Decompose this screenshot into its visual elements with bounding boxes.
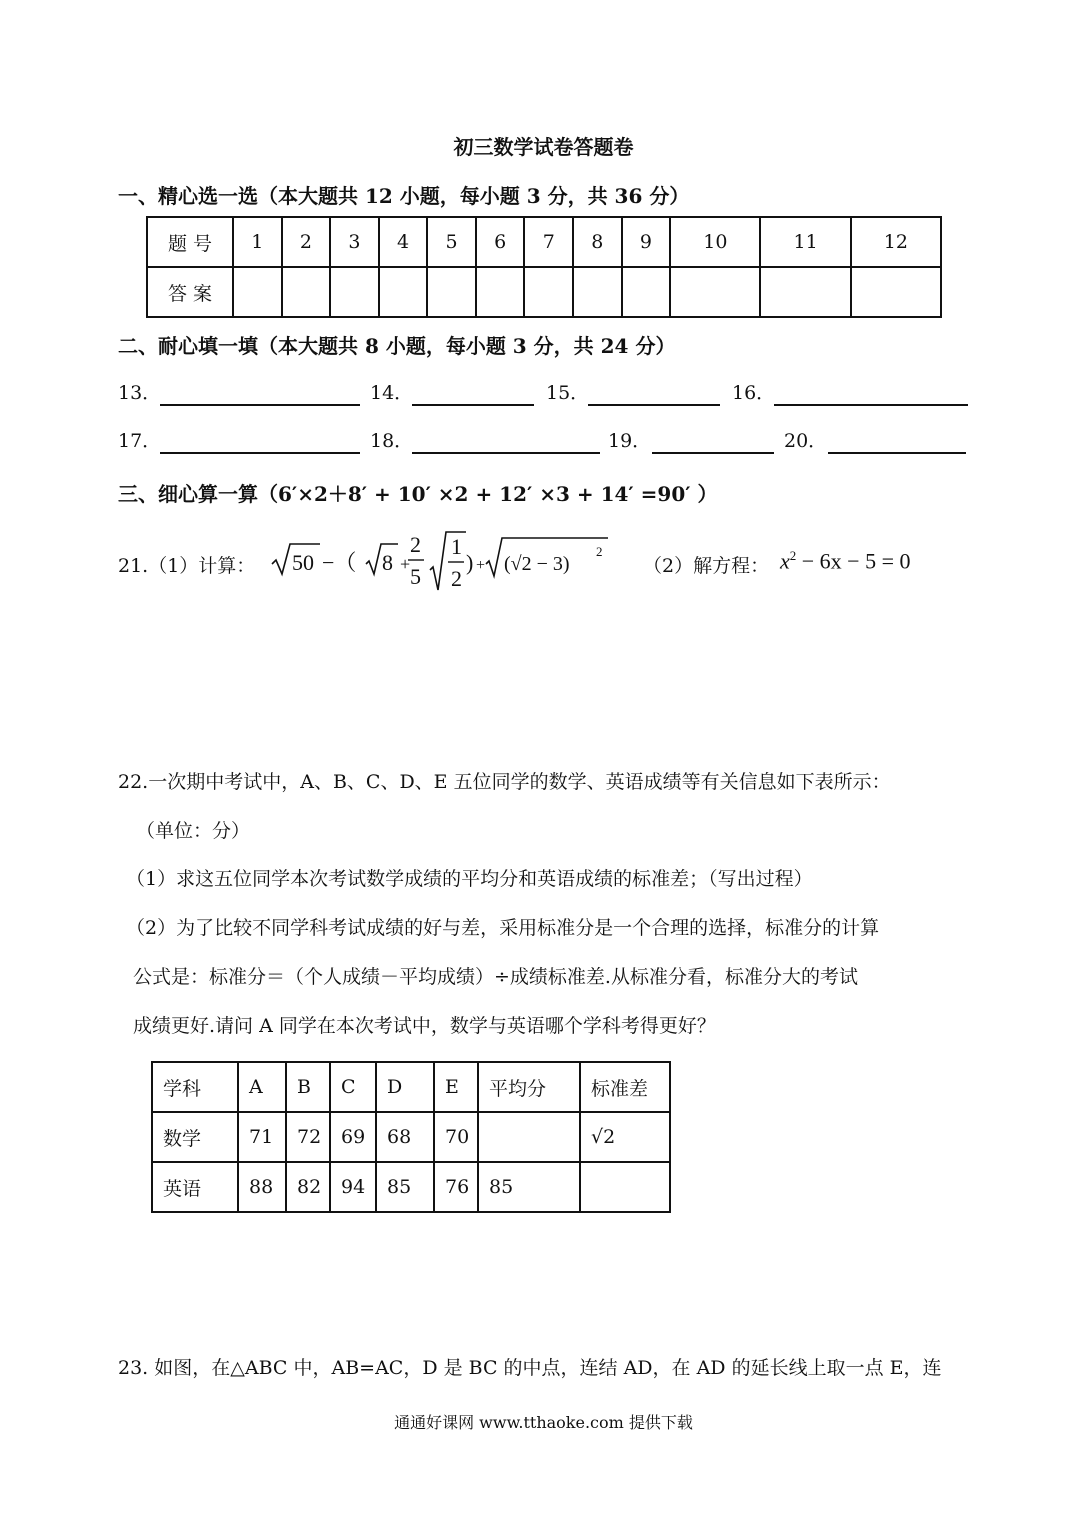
row-label-answer: 答 案: [147, 267, 233, 317]
q23-line-1: 23. 如图，在△ABC 中，AB=AC，D 是 BC 的中点，连结 AD，在 AD 的延长线上取一点 E，连: [118, 1357, 942, 1379]
q22-line-4: （2）为了比较不同学科考试成绩的好与差，采用标准分是一个合理的选择，标准分的计算: [126, 917, 880, 939]
answer-grid: [146, 216, 942, 318]
question-number: 10: [670, 217, 760, 267]
blank-number: 17．: [118, 430, 162, 452]
number-row: [147, 217, 941, 267]
q22-line-5: 公式是：标准分＝（个人成绩－平均成绩）÷成绩标准差.从标准分看，标准分大的考试: [133, 966, 858, 988]
answer-cell[interactable]: [573, 267, 622, 317]
cell: 英语: [152, 1162, 238, 1212]
cell: 70: [434, 1112, 478, 1162]
row-label-number: 题 号: [147, 217, 233, 267]
answer-cell[interactable]: [379, 267, 428, 317]
score-row-english: [152, 1162, 670, 1212]
question-number: 5: [427, 217, 476, 267]
answer-cell[interactable]: [330, 267, 379, 317]
answer-cell[interactable]: [524, 267, 573, 317]
header-cell: D: [376, 1062, 434, 1112]
cell: 88: [238, 1162, 286, 1212]
blank-row-2: [118, 424, 978, 458]
header-cell: E: [434, 1062, 478, 1112]
answer-line: [588, 404, 720, 406]
answer-line: [160, 404, 360, 406]
plus-sign: +: [476, 557, 486, 574]
cell: 数学: [152, 1112, 238, 1162]
header-cell: 平均分: [478, 1062, 580, 1112]
plus-sign: +: [400, 554, 411, 574]
minus-sign: −（: [322, 550, 357, 575]
answer-line: [652, 452, 774, 454]
answer-line: [412, 404, 534, 406]
question-number: 3: [330, 217, 379, 267]
equation-exponent: 2: [789, 548, 797, 563]
question-number: 9: [622, 217, 671, 267]
cell: 82: [286, 1162, 330, 1212]
header-cell: B: [286, 1062, 330, 1112]
answer-cell[interactable]: [851, 267, 941, 317]
answer-line: [160, 452, 360, 454]
q22-line-6: 成绩更好.请问 A 同学在本次考试中，数学与英语哪个学科考得更好？: [133, 1015, 716, 1037]
q21-part2-label: （2）解方程：: [643, 555, 770, 577]
fraction-numerator: 1: [451, 534, 462, 559]
answer-row: [147, 267, 941, 317]
question-number: 12: [851, 217, 941, 267]
blank-row-1: [118, 376, 978, 410]
fraction-numerator: 2: [410, 532, 421, 557]
cell: 68: [376, 1112, 434, 1162]
q21-expression: [270, 526, 620, 596]
question-number: 7: [524, 217, 573, 267]
answer-cell[interactable]: [760, 267, 850, 317]
fraction-denominator: 2: [451, 566, 462, 591]
answer-cell[interactable]: [282, 267, 331, 317]
answer-cell[interactable]: [427, 267, 476, 317]
cell: [478, 1112, 580, 1162]
cell: 94: [330, 1162, 376, 1212]
cell: [580, 1162, 670, 1212]
blank-number: 19．: [608, 430, 652, 452]
q22-line-3: （1）求这五位同学本次考试数学成绩的平均分和英语成绩的标准差；（写出过程）: [126, 868, 813, 890]
blank-number: 18．: [370, 430, 414, 452]
page-title: 初三数学试卷答题卷: [453, 135, 634, 159]
q21-formula: [270, 526, 620, 596]
answer-cell[interactable]: [233, 267, 282, 317]
answer-line: [412, 452, 600, 454]
blank-number: 14．: [370, 382, 414, 404]
q22-line-1: 22.一次期中考试中，A、B、C、D、E 五位同学的数学、英语成绩等有关信息如下表所示：: [118, 771, 891, 793]
radicand: 8: [382, 550, 393, 575]
answer-line: [828, 452, 966, 454]
q21-equation: [780, 548, 911, 574]
cell: 76: [434, 1162, 478, 1212]
question-number: 6: [476, 217, 525, 267]
answer-line: [774, 404, 968, 406]
header-cell: C: [330, 1062, 376, 1112]
footer-credit: 通通好课网 www.tthaoke.com 提供下载: [394, 1413, 693, 1432]
answer-cell[interactable]: [622, 267, 671, 317]
radicand: 50: [292, 550, 314, 575]
header-cell: A: [238, 1062, 286, 1112]
section-1-heading: 一、精心选一选（本大题共 12 小题，每小题 3 分，共 36 分）: [118, 184, 690, 208]
score-header-row: [152, 1062, 670, 1112]
answer-cell[interactable]: [670, 267, 760, 317]
cell: 72: [286, 1112, 330, 1162]
cell: 71: [238, 1112, 286, 1162]
cell: √2: [580, 1112, 670, 1162]
question-number: 11: [760, 217, 850, 267]
header-cell: 标准差: [580, 1062, 670, 1112]
inner-expression: (√2 − 3): [504, 553, 570, 575]
equation-variable: x: [780, 548, 790, 574]
question-number: 1: [233, 217, 282, 267]
score-row-math: [152, 1112, 670, 1162]
blank-number: 20．: [784, 430, 828, 452]
q22-line-2: （单位：分）: [136, 820, 251, 842]
q21-label: 21.（1）计算：: [118, 555, 256, 577]
blank-number: 16．: [732, 382, 776, 404]
section-2-heading: 二、耐心填一填（本大题共 8 小题，每小题 3 分，共 24 分）: [118, 334, 676, 358]
exponent: 2: [596, 544, 603, 559]
header-cell: 学科: [152, 1062, 238, 1112]
question-number: 8: [573, 217, 622, 267]
cell: 69: [330, 1112, 376, 1162]
score-table: [151, 1061, 671, 1213]
blank-number: 15．: [546, 382, 590, 404]
question-number: 4: [379, 217, 428, 267]
equation-rest: − 6x − 5 = 0: [796, 548, 911, 574]
cell: 85: [478, 1162, 580, 1212]
section-3-heading: 三、细心算一算（6′×2＋8′ + 10′ ×2 + 12′ ×3 + 14′ =90′ ）: [118, 482, 718, 506]
cell: 85: [376, 1162, 434, 1212]
blank-number: 13．: [118, 382, 162, 404]
close-paren: ): [466, 550, 474, 575]
answer-cell[interactable]: [476, 267, 525, 317]
question-number: 2: [282, 217, 331, 267]
fraction-denominator: 5: [410, 564, 421, 589]
